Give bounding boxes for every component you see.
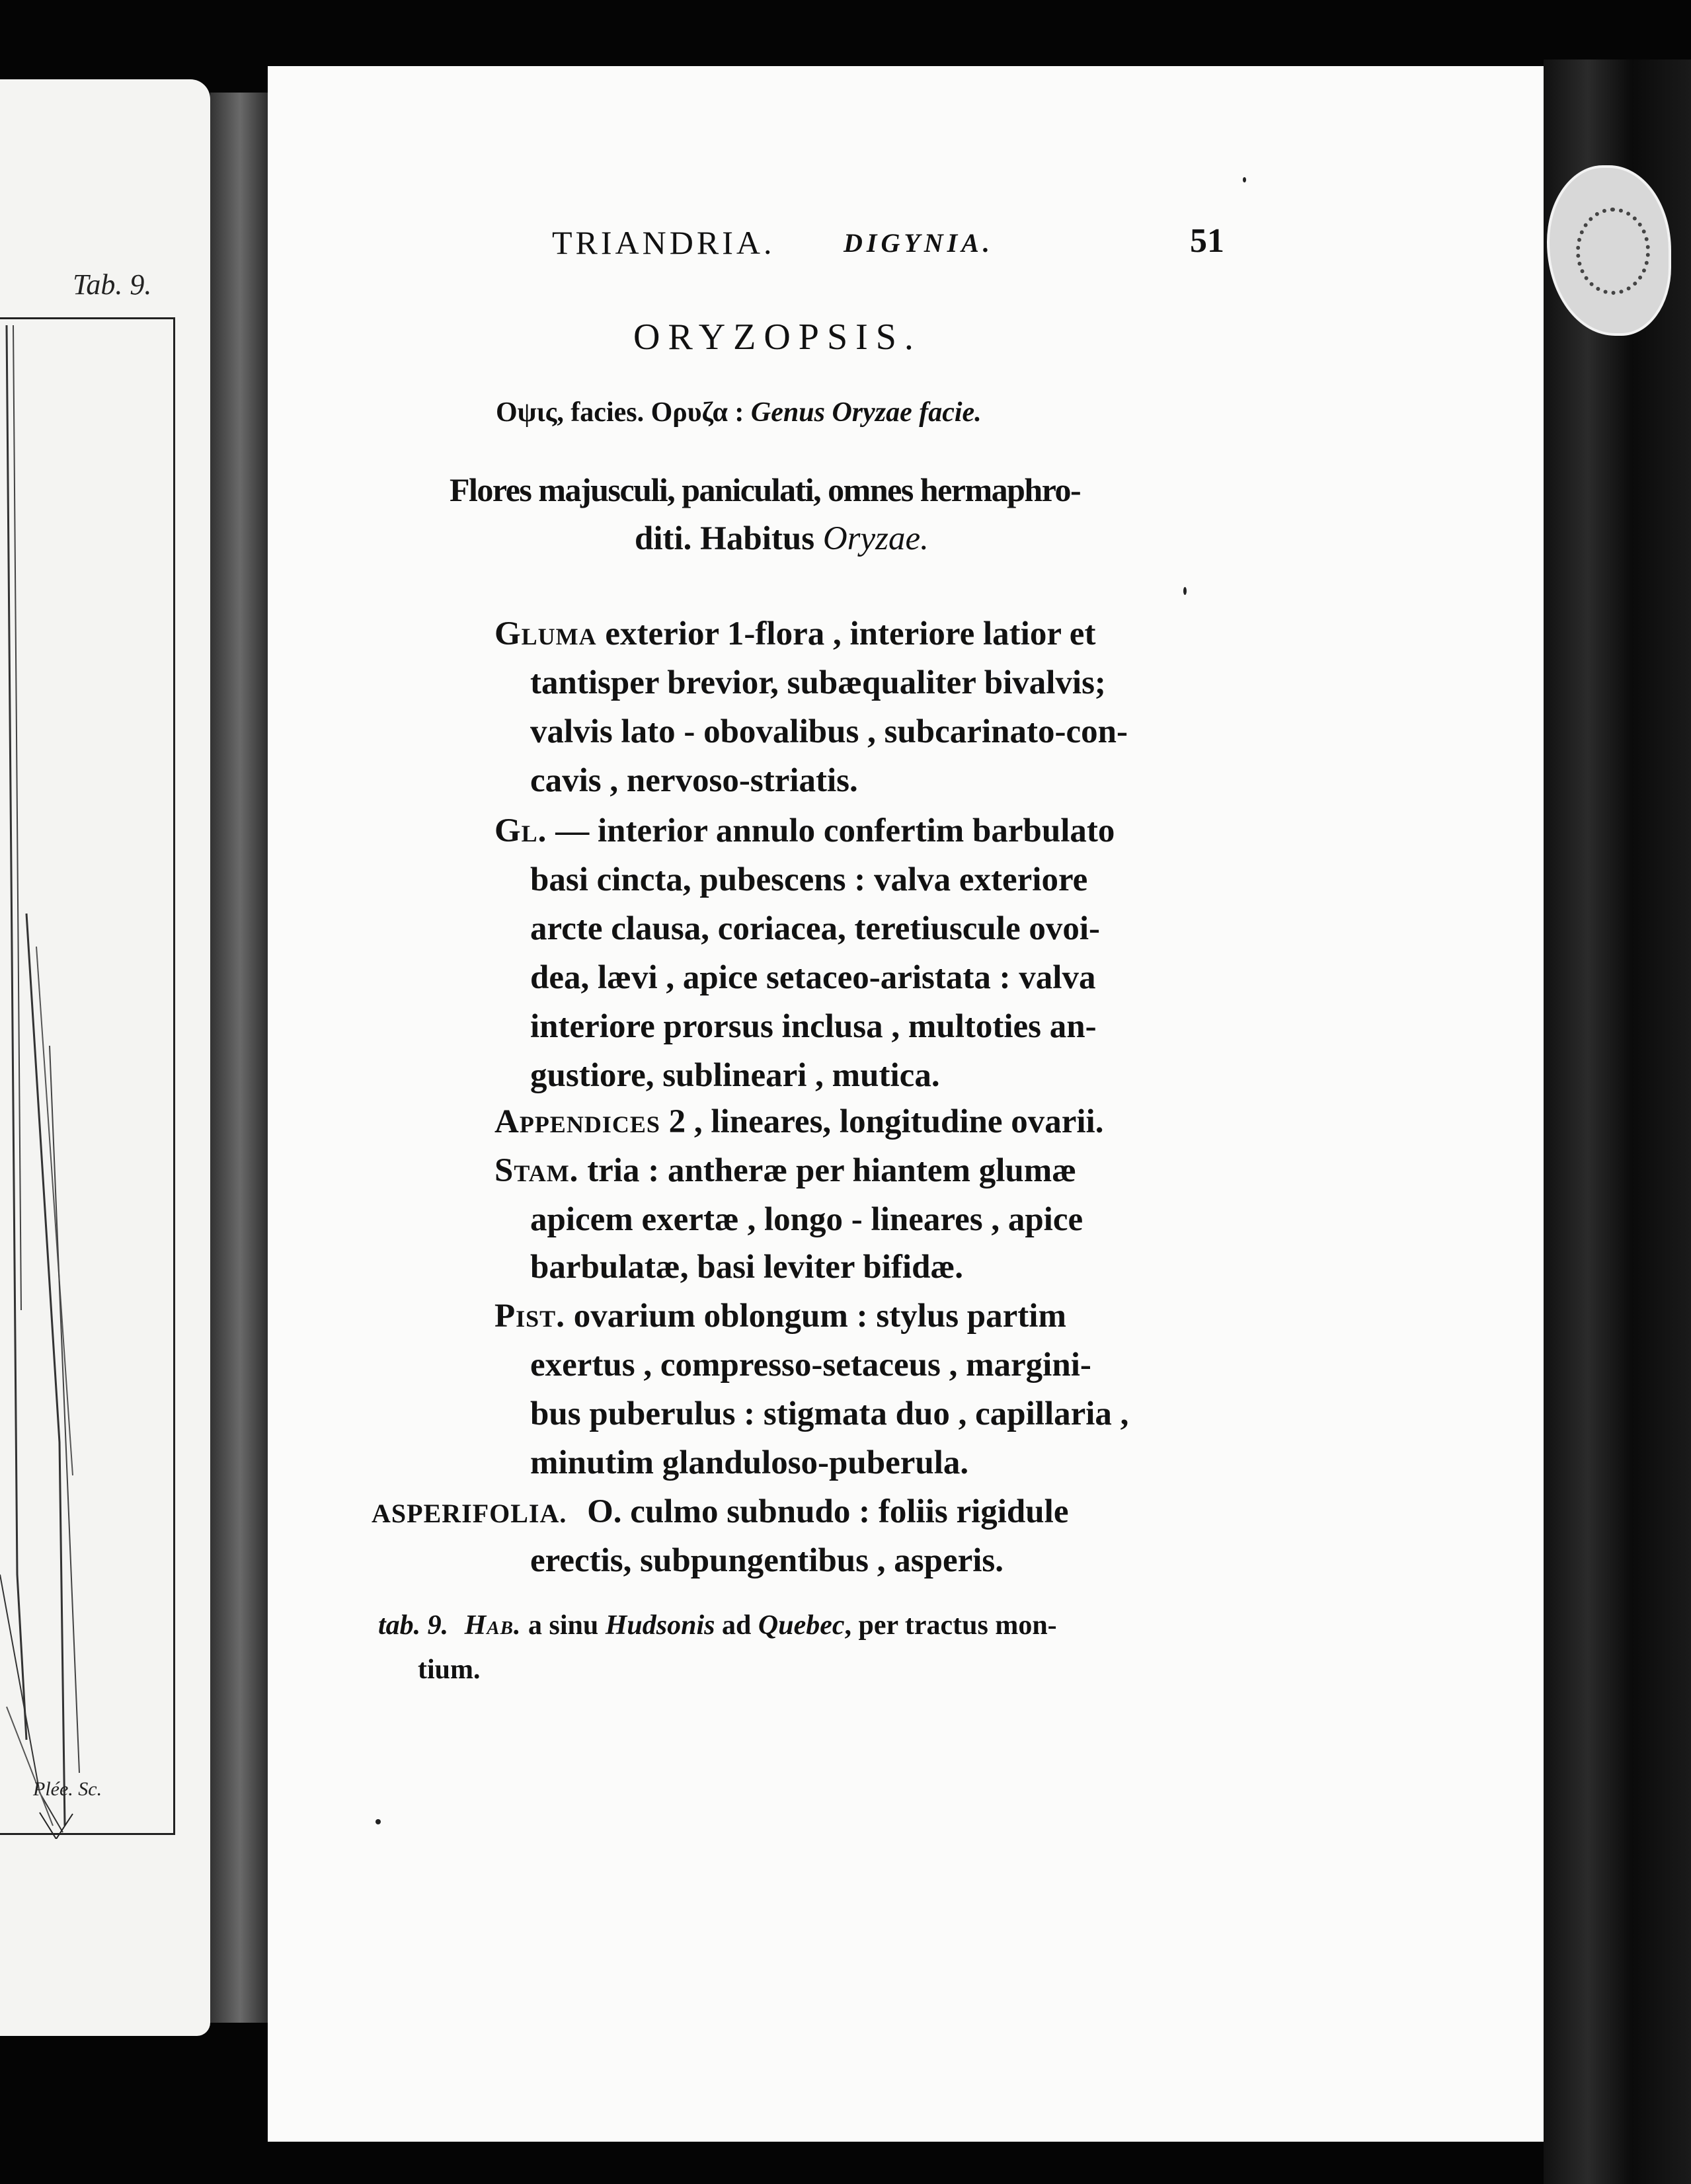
pist-line-1 xyxy=(494,1297,1066,1335)
genus-heading: ORYZOPSIS. xyxy=(633,317,922,358)
habitat-place-quebec: Quebec xyxy=(758,1610,845,1641)
gl-term: Gl. xyxy=(494,812,547,849)
intro-oryzae: Oryzae. xyxy=(822,520,929,557)
left-facing-page xyxy=(0,79,210,2036)
stam-line-1 xyxy=(494,1151,1076,1190)
gluma-term: Gluma xyxy=(494,615,597,652)
gluma-line-1 xyxy=(494,615,1095,653)
pist-line-4: minutim glanduloso-puberula. xyxy=(530,1444,969,1481)
etymology-line xyxy=(496,397,982,428)
pist-line-3: bus puberulus : stigmata duo , capillaria , xyxy=(530,1395,1129,1432)
species-line-1 xyxy=(372,1493,1068,1531)
etymology-greek-1: Οψις xyxy=(496,397,557,428)
stam-term: Stam. xyxy=(494,1152,579,1189)
species-diagnosis-1: O. culmo subnudo : foliis rigidule xyxy=(587,1493,1069,1530)
scan-speck xyxy=(1183,587,1187,595)
habitat-place-hudsonis: Hudsonis xyxy=(605,1610,715,1641)
gl-text-1: — interior annulo confertim barbulato xyxy=(555,812,1115,849)
habitat-text-a: a sinu xyxy=(528,1610,599,1641)
gl-interior-line-3: arcte clausa, coriacea, teretiuscule ovoi- xyxy=(530,910,1100,947)
pist-term: Pist. xyxy=(494,1298,565,1335)
stamp-emblem xyxy=(1576,208,1650,295)
pist-line-2: exertus , compresso-setaceus , margini- xyxy=(530,1346,1091,1384)
stam-text-1: tria : antheræ per hiantem glumæ xyxy=(587,1152,1077,1189)
habitat-tab-ref: tab. 9. xyxy=(378,1610,449,1641)
intro-line-2 xyxy=(635,520,929,558)
habitat-text-b: ad xyxy=(722,1610,752,1641)
appendices-term: Appendices xyxy=(494,1103,660,1140)
gluma-line-2: tantisper brevior, subæqualiter bivalvis; xyxy=(530,664,1106,701)
habitat-label: Hab. xyxy=(464,1610,522,1641)
gl-interior-line-2: basi cincta, pubescens : valva exteriore xyxy=(530,861,1088,898)
habitat-line-2: tium. xyxy=(418,1655,481,1685)
habitat-text-c: , per tractus mon- xyxy=(844,1610,1057,1641)
habitat-line-1 xyxy=(378,1610,1057,1641)
appendices-line xyxy=(494,1103,1103,1141)
gl-interior-line-5: interiore prorsus inclusa , multoties an- xyxy=(530,1008,1097,1045)
appendices-text: 2 , lineares, longitudine ovarii. xyxy=(668,1103,1104,1140)
page-edge-shadow xyxy=(1544,59,1691,2184)
gl-interior-line-4: dea, lævi , apice setaceo-aristata : valva xyxy=(530,959,1096,996)
running-header-class: TRIANDRIA. xyxy=(552,224,775,261)
etymology-latin-1: , facies. xyxy=(557,397,645,428)
running-header-order: DIGYNIA. xyxy=(844,228,994,258)
species-name: ASPERIFOLIA. xyxy=(372,1499,567,1528)
plate-tab-label: Tab. 9. xyxy=(73,268,152,301)
gluma-line-4: cavis , nervoso-striatis. xyxy=(530,762,858,799)
gl-interior-line-6: gustiore, sublineari , mutica. xyxy=(530,1057,940,1094)
gluma-line-3: valvis lato - obovalibus , subcarinato-con- xyxy=(530,713,1128,750)
page-number: 51 xyxy=(1190,222,1224,260)
stam-line-3: barbulatæ, basi leviter bifidæ. xyxy=(530,1249,964,1286)
scan-speck xyxy=(375,1819,381,1824)
etymology-latin-2: : xyxy=(734,397,744,428)
gluma-text-1: exterior 1-flora , interiore latior et xyxy=(605,615,1096,652)
stam-line-2: apicem exertæ , longo - lineares , apice xyxy=(530,1201,1083,1238)
intro-line-1: Flores majusculi, paniculati, omnes hermaphro- xyxy=(450,471,1081,508)
etymology-italic: Genus Oryzae facie. xyxy=(750,397,982,428)
grass-illustration xyxy=(0,319,173,1839)
intro-habitus: diti. Habitus xyxy=(635,520,815,557)
pist-text-1: ovarium oblongum : stylus partim xyxy=(573,1298,1066,1335)
scan-speck xyxy=(1243,177,1246,182)
etymology-greek-2: Ορυζα xyxy=(650,397,728,428)
species-line-2: erectis, subpungentibus , asperis. xyxy=(530,1542,1004,1579)
book-gutter xyxy=(210,93,270,2023)
plate-engraver-credit: Plée. Sc. xyxy=(33,1778,102,1800)
gl-interior-line-1 xyxy=(494,812,1115,850)
